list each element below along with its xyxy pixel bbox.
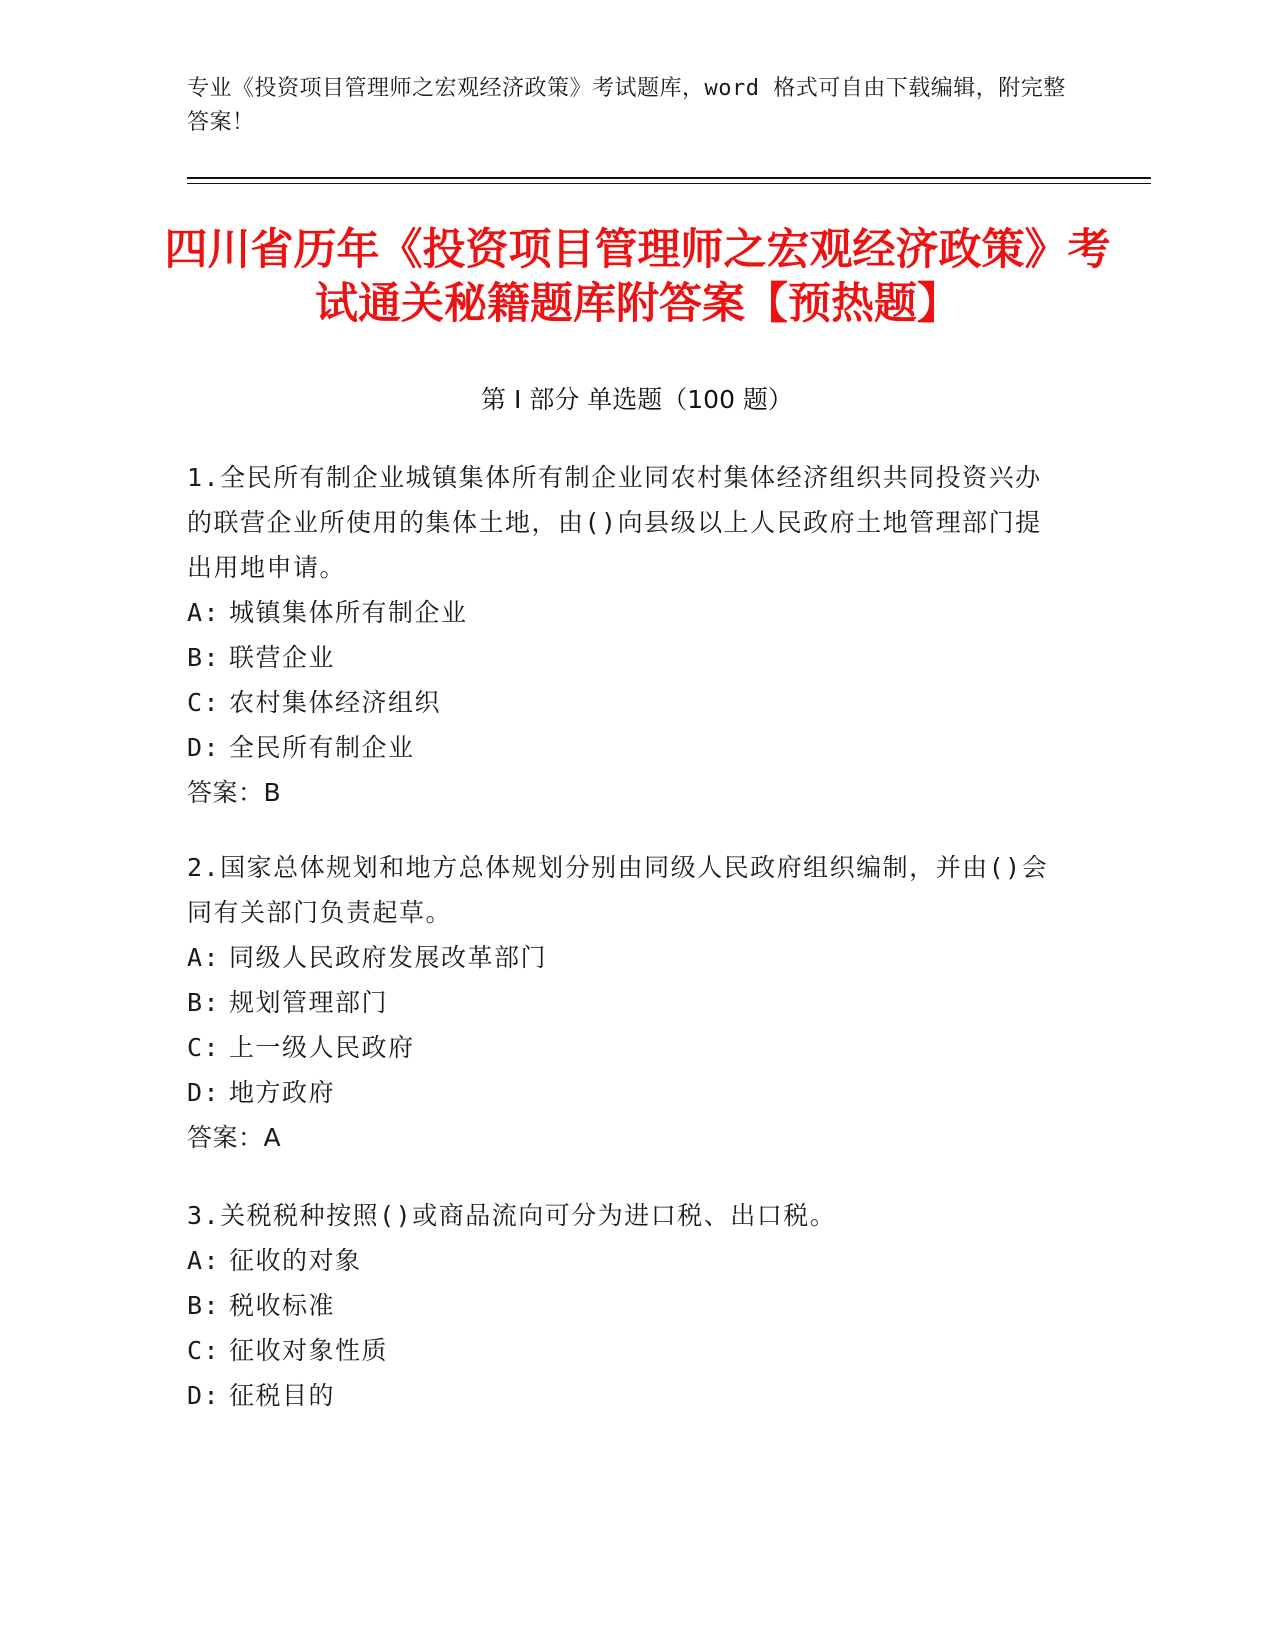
header-divider-thin bbox=[187, 183, 1151, 184]
option-text: 上一级人民政府 bbox=[229, 1033, 415, 1062]
question-3 bbox=[187, 1193, 1067, 1418]
option-a bbox=[187, 935, 1067, 980]
option-key: C: bbox=[187, 688, 221, 717]
option-c bbox=[187, 680, 1067, 725]
question-1 bbox=[187, 455, 1067, 815]
option-key: B: bbox=[187, 988, 221, 1017]
option-text: 征收的对象 bbox=[229, 1246, 362, 1275]
option-text: 征收对象性质 bbox=[229, 1336, 389, 1365]
header-divider-thick bbox=[187, 177, 1151, 179]
question-stem: 1.全民所有制企业城镇集体所有制企业同农村集体经济组织共同投资兴办的联营企业所使用的集体土地，由()向县级以上人民政府土地管理部门提出用地申请。 bbox=[187, 463, 1042, 582]
question-stem: 3.关税税种按照()或商品流向可分为进口税、出口税。 bbox=[187, 1201, 837, 1230]
option-a bbox=[187, 590, 1067, 635]
option-text: 城镇集体所有制企业 bbox=[229, 598, 468, 627]
option-d bbox=[187, 1070, 1067, 1115]
option-text: 征税目的 bbox=[229, 1381, 336, 1410]
header-note: 专业《投资项目管理师之宏观经济政策》考试题库，word 格式可自由下载编辑，附完整答案！ bbox=[187, 76, 1066, 135]
section-title: 第 I 部分 单选题（100 题） bbox=[481, 385, 793, 414]
option-key: D: bbox=[187, 1078, 221, 1107]
option-d bbox=[187, 725, 1067, 770]
option-c bbox=[187, 1025, 1067, 1070]
option-text: 全民所有制企业 bbox=[229, 733, 415, 762]
option-text: 联营企业 bbox=[229, 643, 336, 672]
option-text: 地方政府 bbox=[229, 1078, 336, 1107]
option-key: B: bbox=[187, 1291, 221, 1320]
option-text: 规划管理部门 bbox=[229, 988, 389, 1017]
question-stem: 2.国家总体规划和地方总体规划分别由同级人民政府组织编制，并由()会同有关部门负责起草。 bbox=[187, 853, 1049, 927]
document-title: 四川省历年《投资项目管理师之宏观经济政策》考试通关秘籍题库附答案【预热题】 bbox=[164, 225, 1111, 329]
option-key: D: bbox=[187, 1381, 221, 1410]
option-a bbox=[187, 1238, 1067, 1283]
option-key: C: bbox=[187, 1033, 221, 1062]
option-b bbox=[187, 1283, 1067, 1328]
option-text: 同级人民政府发展改革部门 bbox=[229, 943, 548, 972]
option-key: A: bbox=[187, 1246, 221, 1275]
option-key: B: bbox=[187, 643, 221, 672]
option-c bbox=[187, 1328, 1067, 1373]
option-b bbox=[187, 635, 1067, 680]
option-key: A: bbox=[187, 943, 221, 972]
answer-line: 答案：B bbox=[187, 778, 282, 807]
option-key: A: bbox=[187, 598, 221, 627]
option-key: C: bbox=[187, 1336, 221, 1365]
option-text: 税收标准 bbox=[229, 1291, 336, 1320]
answer-line: 答案：A bbox=[187, 1123, 282, 1152]
option-key: D: bbox=[187, 733, 221, 762]
option-b bbox=[187, 980, 1067, 1025]
option-d bbox=[187, 1373, 1067, 1418]
question-2 bbox=[187, 845, 1067, 1160]
option-text: 农村集体经济组织 bbox=[229, 688, 442, 717]
